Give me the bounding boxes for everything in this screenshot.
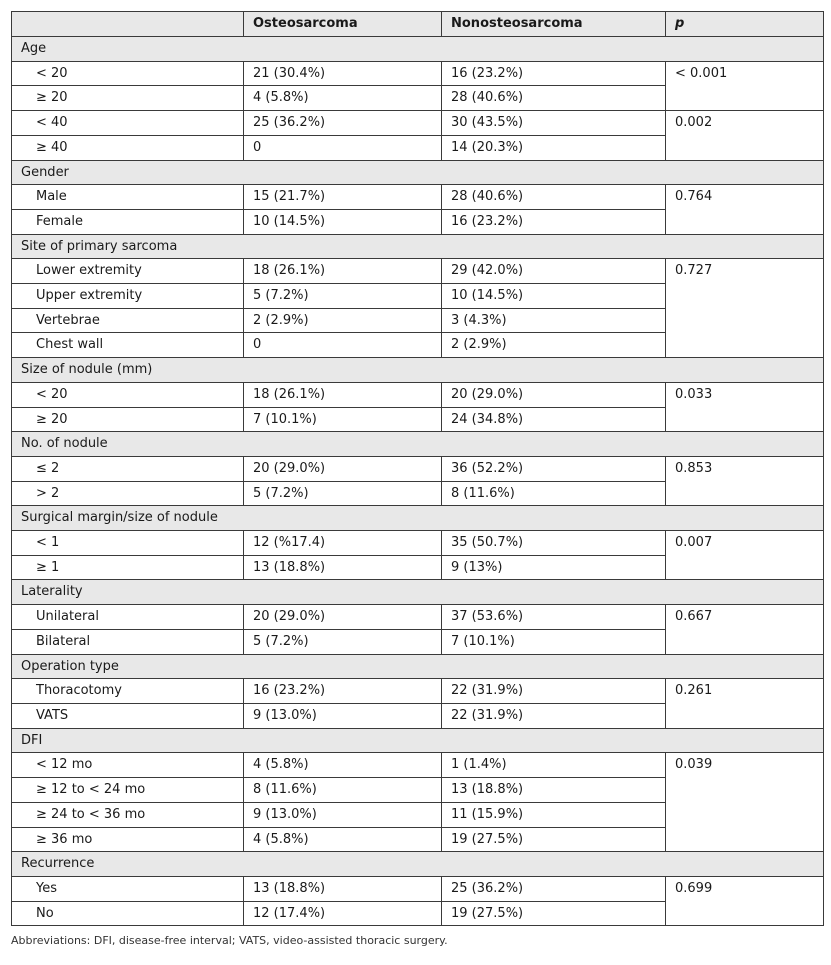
row-label: Thoracotomy: [12, 679, 244, 704]
row-label: Male: [12, 185, 244, 210]
p-value: 0.039: [666, 753, 824, 852]
table-row: [12, 753, 824, 778]
section-row-site: [12, 234, 824, 259]
nonosteo-value: 7 (10.1%): [442, 629, 666, 654]
nonosteo-value: 24 (34.8%): [442, 407, 666, 432]
osteo-value: 20 (29.0%): [244, 605, 442, 630]
row-label: Yes: [12, 876, 244, 901]
section-title: Age: [12, 37, 824, 62]
row-label: Female: [12, 209, 244, 234]
p-value: 0.002: [666, 111, 824, 160]
row-label: ≥ 12 to < 24 mo: [12, 778, 244, 803]
osteo-value: 21 (30.4%): [244, 61, 442, 86]
osteo-value: 20 (29.0%): [244, 456, 442, 481]
osteo-value: 18 (26.1%): [244, 382, 442, 407]
nonosteo-value: 14 (20.3%): [442, 135, 666, 160]
row-label: No: [12, 901, 244, 926]
row-label: < 20: [12, 382, 244, 407]
section-title: Laterality: [12, 580, 824, 605]
nonosteo-value: 36 (52.2%): [442, 456, 666, 481]
osteo-value: 9 (13.0%): [244, 703, 442, 728]
row-label: Vertebrae: [12, 308, 244, 333]
table-row: [12, 876, 824, 901]
nonosteo-value: 1 (1.4%): [442, 753, 666, 778]
section-row-gender: [12, 160, 824, 185]
table-row: [12, 531, 824, 556]
osteo-value: 0: [244, 135, 442, 160]
osteo-value: 5 (7.2%): [244, 629, 442, 654]
comparison-table: [11, 11, 824, 926]
row-label: < 1: [12, 531, 244, 556]
header-blank: [12, 12, 244, 37]
p-value: 0.667: [666, 605, 824, 654]
nonosteo-value: 11 (15.9%): [442, 802, 666, 827]
nonosteo-value: 19 (27.5%): [442, 901, 666, 926]
section-row-count: [12, 432, 824, 457]
p-value: < 0.001: [666, 61, 824, 110]
row-label: ≥ 24 to < 36 mo: [12, 802, 244, 827]
osteo-value: 5 (7.2%): [244, 284, 442, 309]
header-row: [12, 12, 824, 37]
osteo-value: 13 (18.8%): [244, 876, 442, 901]
section-title: Size of nodule (mm): [12, 358, 824, 383]
p-value: 0.033: [666, 382, 824, 431]
osteo-value: 4 (5.8%): [244, 753, 442, 778]
row-label: ≥ 36 mo: [12, 827, 244, 852]
row-label: ≥ 1: [12, 555, 244, 580]
row-label: Lower extremity: [12, 259, 244, 284]
row-label: > 2: [12, 481, 244, 506]
nonosteo-value: 19 (27.5%): [442, 827, 666, 852]
osteo-value: 7 (10.1%): [244, 407, 442, 432]
table-footnote: Abbreviations: DFI, disease-free interval; VATS, video-assisted thoracic surgery.: [11, 934, 448, 947]
header-osteosarcoma: Osteosarcoma: [244, 12, 442, 37]
section-row-laterality: [12, 580, 824, 605]
section-title: Operation type: [12, 654, 824, 679]
row-label: < 20: [12, 61, 244, 86]
table-row: [12, 111, 824, 136]
section-row-recurrence: [12, 852, 824, 877]
p-value: 0.853: [666, 456, 824, 505]
nonosteo-value: 29 (42.0%): [442, 259, 666, 284]
nonosteo-value: 9 (13%): [442, 555, 666, 580]
nonosteo-value: 20 (29.0%): [442, 382, 666, 407]
osteo-value: 12 (%17.4): [244, 531, 442, 556]
nonosteo-value: 25 (36.2%): [442, 876, 666, 901]
row-label: ≥ 20: [12, 407, 244, 432]
row-label: Upper extremity: [12, 284, 244, 309]
table-row: [12, 382, 824, 407]
row-label: Chest wall: [12, 333, 244, 358]
p-value: 0.764: [666, 185, 824, 234]
section-row-age: [12, 37, 824, 62]
p-value: 0.699: [666, 876, 824, 925]
nonosteo-value: 16 (23.2%): [442, 209, 666, 234]
row-label: Bilateral: [12, 629, 244, 654]
p-value: 0.261: [666, 679, 824, 728]
nonosteo-value: 22 (31.9%): [442, 679, 666, 704]
section-title: Gender: [12, 160, 824, 185]
osteo-value: 16 (23.2%): [244, 679, 442, 704]
table-row: [12, 456, 824, 481]
row-label: ≥ 20: [12, 86, 244, 111]
nonosteo-value: 30 (43.5%): [442, 111, 666, 136]
osteo-value: 5 (7.2%): [244, 481, 442, 506]
header-nonosteosarcoma: Nonosteosarcoma: [442, 12, 666, 37]
section-row-margin: [12, 506, 824, 531]
section-title: DFI: [12, 728, 824, 753]
row-label: ≤ 2: [12, 456, 244, 481]
section-title: No. of nodule: [12, 432, 824, 457]
osteo-value: 10 (14.5%): [244, 209, 442, 234]
nonosteo-value: 28 (40.6%): [442, 86, 666, 111]
section-title: Recurrence: [12, 852, 824, 877]
osteo-value: 4 (5.8%): [244, 827, 442, 852]
osteo-value: 2 (2.9%): [244, 308, 442, 333]
row-label: ≥ 40: [12, 135, 244, 160]
osteo-value: 12 (17.4%): [244, 901, 442, 926]
osteo-value: 25 (36.2%): [244, 111, 442, 136]
row-label: < 12 mo: [12, 753, 244, 778]
osteo-value: 15 (21.7%): [244, 185, 442, 210]
nonosteo-value: 35 (50.7%): [442, 531, 666, 556]
osteo-value: 4 (5.8%): [244, 86, 442, 111]
section-row-dfi: [12, 728, 824, 753]
nonosteo-value: 2 (2.9%): [442, 333, 666, 358]
header-p: p: [666, 12, 824, 37]
table-container: [11, 11, 823, 926]
table-row: [12, 605, 824, 630]
table-row: [12, 259, 824, 284]
row-label: Unilateral: [12, 605, 244, 630]
nonosteo-value: 16 (23.2%): [442, 61, 666, 86]
osteo-value: 8 (11.6%): [244, 778, 442, 803]
nonosteo-value: 3 (4.3%): [442, 308, 666, 333]
nonosteo-value: 10 (14.5%): [442, 284, 666, 309]
section-title: Surgical margin/size of nodule: [12, 506, 824, 531]
row-label: < 40: [12, 111, 244, 136]
row-label: VATS: [12, 703, 244, 728]
nonosteo-value: 28 (40.6%): [442, 185, 666, 210]
nonosteo-value: 22 (31.9%): [442, 703, 666, 728]
section-row-size: [12, 358, 824, 383]
nonosteo-value: 8 (11.6%): [442, 481, 666, 506]
p-value: 0.727: [666, 259, 824, 358]
osteo-value: 18 (26.1%): [244, 259, 442, 284]
p-value: 0.007: [666, 531, 824, 580]
nonosteo-value: 37 (53.6%): [442, 605, 666, 630]
osteo-value: 0: [244, 333, 442, 358]
section-title: Site of primary sarcoma: [12, 234, 824, 259]
osteo-value: 13 (18.8%): [244, 555, 442, 580]
section-row-operation: [12, 654, 824, 679]
nonosteo-value: 13 (18.8%): [442, 778, 666, 803]
osteo-value: 9 (13.0%): [244, 802, 442, 827]
table-row: [12, 185, 824, 210]
table-row: [12, 679, 824, 704]
table-row: [12, 61, 824, 86]
